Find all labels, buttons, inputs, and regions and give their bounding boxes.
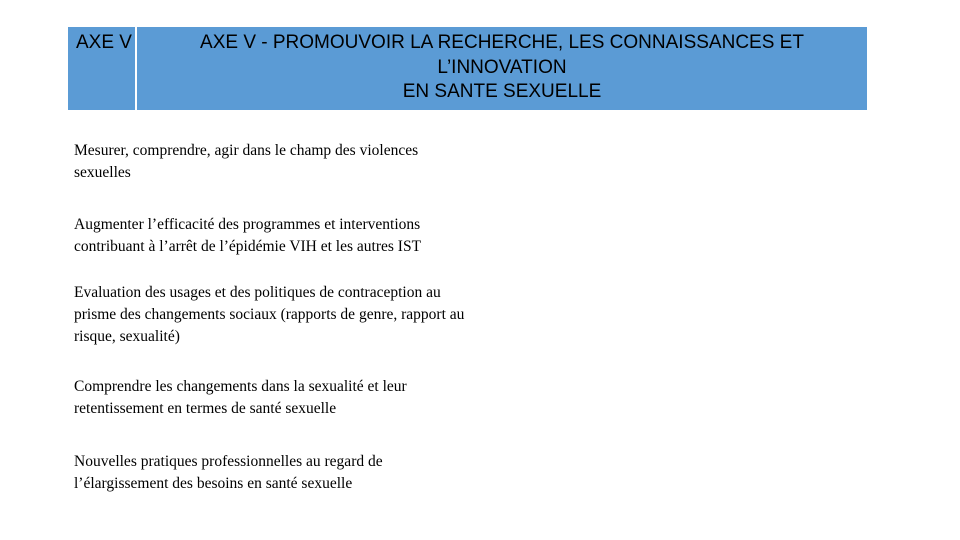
research-item-line: Comprendre les changements dans la sexualité et leur bbox=[74, 378, 407, 395]
axis-title bbox=[137, 27, 867, 110]
research-item-line: Mesurer, comprendre, agir dans le champ des violences bbox=[74, 142, 419, 159]
research-item-line: risque, sexualité) bbox=[74, 328, 180, 345]
axis-title-line: AXE V - PROMOUVOIR LA RECHERCHE, LES CONNAISSANCES ET bbox=[200, 32, 804, 53]
research-item-line: sexuelles bbox=[74, 164, 131, 181]
research-item-line: Augmenter l’efficacité des programmes et interventions bbox=[74, 216, 421, 233]
axis-label: AXE V bbox=[68, 27, 137, 110]
axis-title-line: L’INNOVATION bbox=[437, 56, 567, 78]
research-item bbox=[74, 140, 418, 184]
research-item bbox=[74, 451, 383, 495]
research-item-line: l’élargissement des besoins en santé sexuelle bbox=[74, 475, 353, 492]
axis-title-line: EN SANTE SEXUELLE bbox=[402, 81, 602, 102]
research-item-line: Nouvelles pratiques professionnelles au regard de bbox=[74, 453, 383, 470]
axis-header-banner bbox=[68, 27, 867, 110]
research-item-line: prisme des changements sociaux (rapports de genre, rapport au bbox=[74, 306, 465, 323]
research-item bbox=[74, 376, 407, 420]
research-item bbox=[74, 282, 464, 348]
research-item bbox=[74, 214, 421, 258]
research-item-line: contribuant à l’arrêt de l’épidémie VIH et les autres IST bbox=[74, 238, 422, 255]
research-item-line: retentissement en termes de santé sexuelle bbox=[74, 400, 337, 417]
research-item-line: Evaluation des usages et des politiques de contraception au bbox=[74, 284, 441, 301]
